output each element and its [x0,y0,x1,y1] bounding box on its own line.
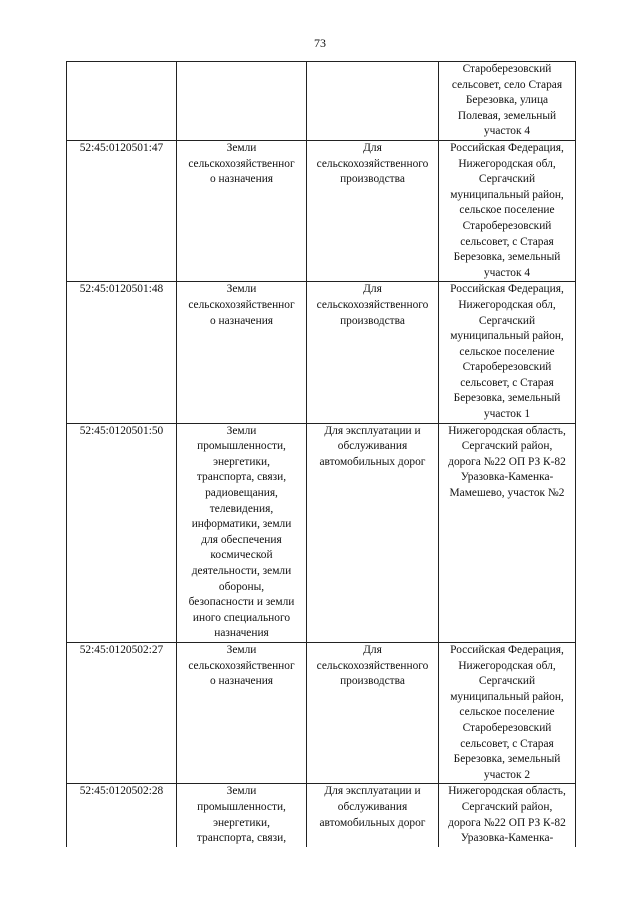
table-row [67,62,576,141]
land-category-cell: Земли сельскохозяйственног о назначения [177,642,307,783]
table-row [67,642,576,783]
address-cell: Нижегородская область, Сергачский район, дорога №22 ОП РЗ К-82 Уразовка-Каменка- [439,784,576,879]
address-cell: Российская Федерация, Нижегородская обл, Сергачский муниципальный район, сельское поселение Староберезовский сельсовет, с Старая Березовка, земельный участок 4 [439,140,576,281]
permitted-use-cell: Для сельскохозяйственного производства [307,140,439,281]
cadastral-number-cell: 52:45:0120502:27 [67,642,177,783]
land-category-cell: Земли промышленности, энергетики, транспорта, связи, радиовещания, телевидения, информатики, земли для обеспечения космической деятельности, земли обороны, безопасности и земли иного специального назначения [177,423,307,642]
permitted-use-cell: Для сельскохозяйственного производства [307,282,439,423]
land-category-cell: Земли промышленности, энергетики, транспорта, связи, [177,784,307,879]
table-row [67,282,576,423]
address-cell: Староберезовский сельсовет, село Старая Березовка, улица Полевая, земельный участок 4 [439,62,576,141]
address-cell: Российская Федерация, Нижегородская обл, Сергачский муниципальный район, сельское поселение Староберезовский сельсовет, с Старая Березовка, земельный участок 1 [439,282,576,423]
page-number: 73 [314,36,326,50]
permitted-use-cell: Для эксплуатации и обслуживания автомобильных дорог [307,423,439,642]
cadastral-number-cell: 52:45:0120501:48 [67,282,177,423]
land-category-cell: Земли сельскохозяйственног о назначения [177,282,307,423]
page-bottom-margin [60,847,590,905]
land-category-cell: Земли сельскохозяйственног о назначения [177,140,307,281]
address-cell: Российская Федерация, Нижегородская обл, Сергачский муниципальный район, сельское поселение Староберезовский сельсовет, с Старая Березовка, земельный участок 2 [439,642,576,783]
address-cell: Нижегородская область, Сергачский район, дорога №22 ОП РЗ К-82 Уразовка-Каменка- Мамешево, участок №2 [439,423,576,642]
permitted-use-cell: Для эксплуатации и обслуживания автомобильных дорог [307,784,439,879]
cadastral-number-cell: 52:45:0120501:50 [67,423,177,642]
cadastral-number-cell [67,62,177,141]
land-parcel-table [66,61,576,879]
permitted-use-cell: Для сельскохозяйственного производства [307,642,439,783]
permitted-use-cell [307,62,439,141]
table-row [67,423,576,642]
table-row [67,140,576,281]
cadastral-number-cell: 52:45:0120502:28 [67,784,177,879]
land-category-cell [177,62,307,141]
cadastral-number-cell: 52:45:0120501:47 [67,140,177,281]
